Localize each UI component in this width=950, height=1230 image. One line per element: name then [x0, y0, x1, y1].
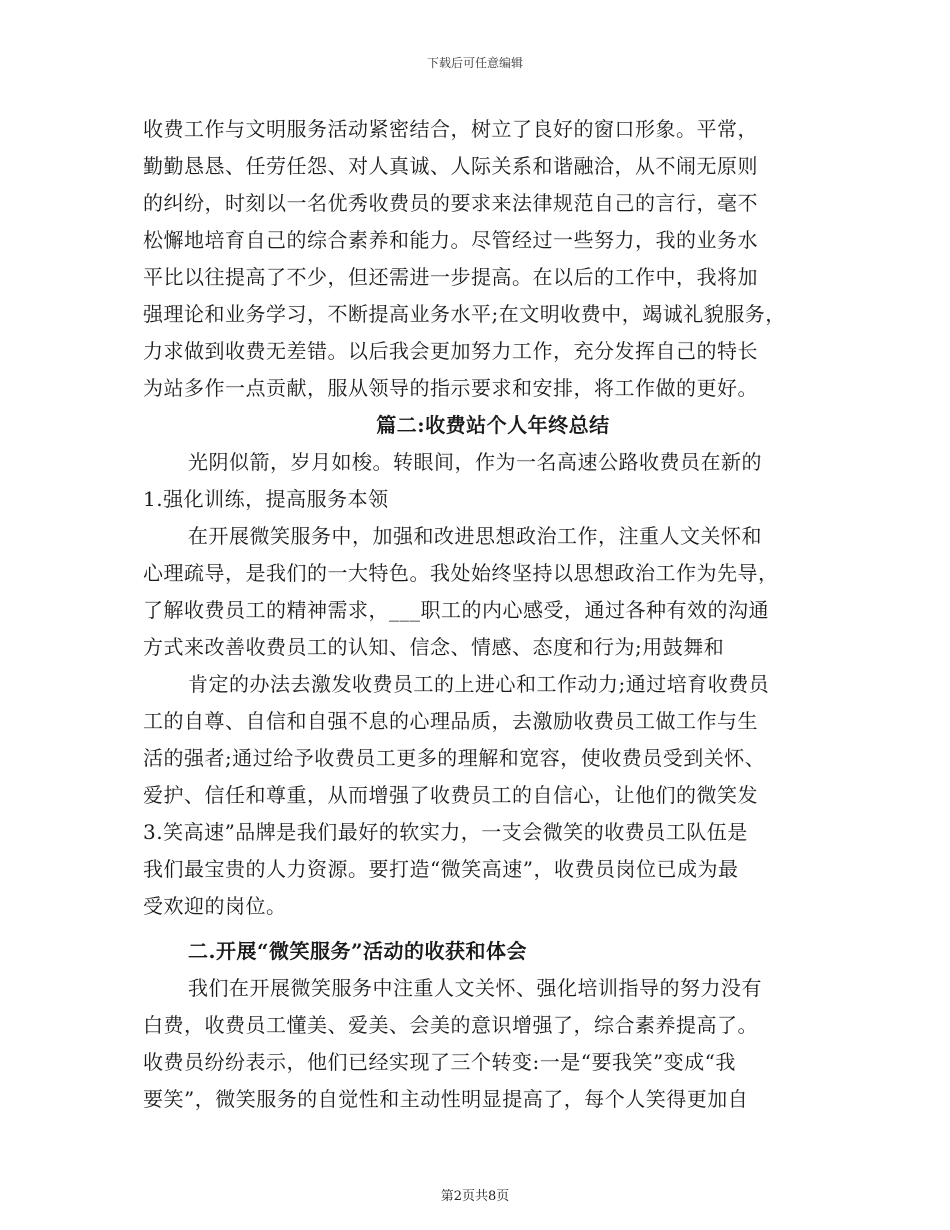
paragraph-start-line: 光阴似箭，岁月如梭。转眼间，作为一名高速公路收费员在新的	[188, 450, 762, 474]
body-line: 为站多作一点贡献，服从领导的指示要求和安排，将工作做的更好。	[143, 376, 758, 400]
body-line: 收费工作与文明服务活动紧密结合，树立了良好的窗口形象。平常，	[143, 117, 758, 141]
page-number: 第2页共8页	[440, 1189, 510, 1204]
paragraph-start-line: 在开展微笑服务中，加强和改进思想政治工作，注重人文关怀和	[188, 524, 762, 548]
body-line: 活的强者;通过给予收费员工更多的理解和宽容，使收费员受到关怀、	[143, 746, 766, 770]
body-line: 受欢迎的岗位。	[143, 894, 287, 918]
subsection-heading: 二.开展“微笑服务”活动的收获和体会	[188, 939, 527, 963]
body-line: 要笑”，微笑服务的自觉性和主动性明显提高了，每个人笑得更加自	[143, 1087, 749, 1111]
paragraph-start-line: 肯定的办法去激发收费员工的上进心和工作动力;通过培育收费员	[188, 672, 770, 696]
body-line: 白费，收费员工懂美、爱美、会美的意识增强了，综合素养提高了。	[143, 1013, 758, 1037]
body-line: 心理疏导，是我们的一大特色。我处始终坚持以思想政治工作为先导，	[143, 561, 779, 585]
body-line: 松懈地培育自己的综合素养和能力。尽管经过一些努力，我的业务水	[143, 228, 758, 252]
numbered-item-line: 1.强化训练，提高服务本领	[143, 487, 389, 511]
body-line: 了解收费员工的精神需求，___职工的内心感受，通过各种有效的沟通	[143, 598, 769, 622]
body-line: 强理论和业务学习，不断提高业务水平;在文明收费中，竭诚礼貌服务，	[143, 302, 786, 326]
document-body	[143, 111, 823, 1118]
body-line: 方式来改善收费员工的认知、信念、情感、态度和行为;用鼓舞和	[143, 635, 725, 659]
section-title: 篇二:收费站个人年终总结	[376, 413, 610, 437]
body-line: 工的自尊、自信和自强不息的心理品质，去激励收费员工做工作与生	[143, 709, 758, 733]
numbered-item-line: 3.笑高速”品牌是我们最好的软实力，一支会微笑的收费员工队伍是	[143, 820, 748, 844]
body-line: 收费员纷纷表示，他们已经实现了三个转变:一是“要我笑”变成“我	[143, 1050, 736, 1074]
body-line: 爱护、信任和尊重，从而增强了收费员工的自信心，让他们的微笑发	[143, 783, 758, 807]
body-line: 的纠纷，时刻以一名优秀收费员的要求来法律规范自己的言行，毫不	[143, 191, 758, 215]
body-line: 力求做到收费无差错。以后我会更加努力工作，充分发挥自己的特长	[143, 339, 758, 363]
body-line: 我们最宝贵的人力资源。要打造“微笑高速”，收费员岗位已成为最	[143, 857, 739, 881]
page-header: 下载后可任意编辑	[426, 56, 523, 70]
body-line: 勤勤恳恳、任劳任怨、对人真诚、人际关系和谐融洽，从不闹无原则	[143, 154, 758, 178]
body-line: 平比以往提高了不少，但还需进一步提高。在以后的工作中，我将加	[143, 265, 758, 289]
paragraph-start-line: 我们在开展微笑服务中注重人文关怀、强化培训指导的努力没有	[188, 976, 762, 1000]
